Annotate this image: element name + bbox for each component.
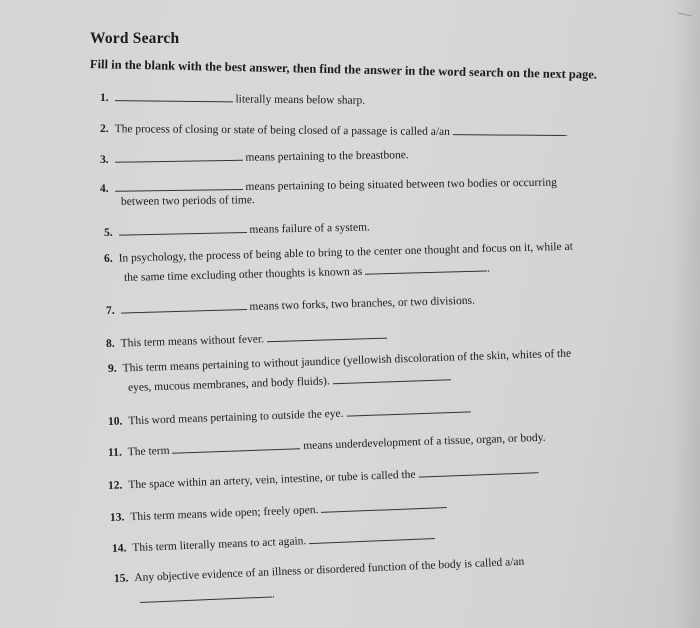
question-3: 3. means pertaining to the breastbone.	[99, 149, 409, 166]
question-14: 14. This term literally means to act again.	[112, 528, 436, 555]
question-12: 12. The space within an artery, vein, intestine, or tube is called the .	[107, 464, 540, 492]
question-9: 9. This term means pertaining to without jaundice (yellowish discoloration of the skin, whites of the	[107, 347, 572, 375]
answer-blank-13[interactable]	[321, 497, 447, 513]
answer-blank-12[interactable]	[418, 462, 536, 477]
question-9-continuation: eyes, mucous membranes, and body fluids).	[128, 369, 451, 394]
page-edge-shadow	[672, 0, 700, 628]
question-15-continuation: .	[140, 586, 275, 606]
instructions: Fill in the blank with the best answer, then find the answer in the word search on the next page.	[89, 57, 598, 82]
question-11: 11. The term means underdevelopment of a tissue, organ, or body.	[107, 431, 546, 459]
question-10: 10. This word means pertaining to outside the eye.	[108, 401, 471, 428]
question-8: 8. This term means without fever.	[106, 328, 387, 350]
answer-blank-9[interactable]	[332, 369, 450, 384]
answer-blank-6[interactable]	[365, 260, 487, 274]
answer-blank-3[interactable]	[115, 150, 243, 163]
question-4: 4. means pertaining to being situated between two bodies or occurring	[99, 176, 557, 195]
answer-blank-11[interactable]	[172, 438, 300, 453]
answer-blank-10[interactable]	[346, 401, 470, 416]
question-15: 15. Any objective evidence of an illness or disordered function of the body is called a/an	[113, 555, 525, 585]
answer-blank-7[interactable]	[120, 299, 246, 314]
question-13: 13. This term means wide open; freely open.	[110, 497, 448, 524]
question-6-continuation: the same time excluding other thoughts is known as .	[123, 262, 491, 284]
worksheet-title: Word Search	[90, 30, 180, 47]
question-5: 5. means failure of a system.	[103, 221, 370, 239]
answer-blank-5[interactable]	[118, 222, 246, 236]
question-4-continuation: between two periods of time.	[120, 194, 255, 208]
answer-blank-4[interactable]	[115, 179, 243, 192]
question-2: 2. The process of closing or state of being closed of a passage is called a/an .	[99, 123, 568, 140]
answer-blank-15[interactable]	[140, 586, 272, 603]
answer-blank-1[interactable]	[115, 90, 233, 102]
question-7: 7. means two forks, two branches, or two divisions.	[105, 294, 476, 317]
question-1: 1. literally means below sharp.	[99, 92, 366, 107]
answer-blank-14[interactable]	[309, 528, 435, 544]
answer-blank-8[interactable]	[267, 328, 387, 343]
question-6: 6. In psychology, the process of being able to bring to the center one thought and focus on it, while at	[103, 240, 573, 265]
answer-blank-2[interactable]	[453, 124, 565, 136]
